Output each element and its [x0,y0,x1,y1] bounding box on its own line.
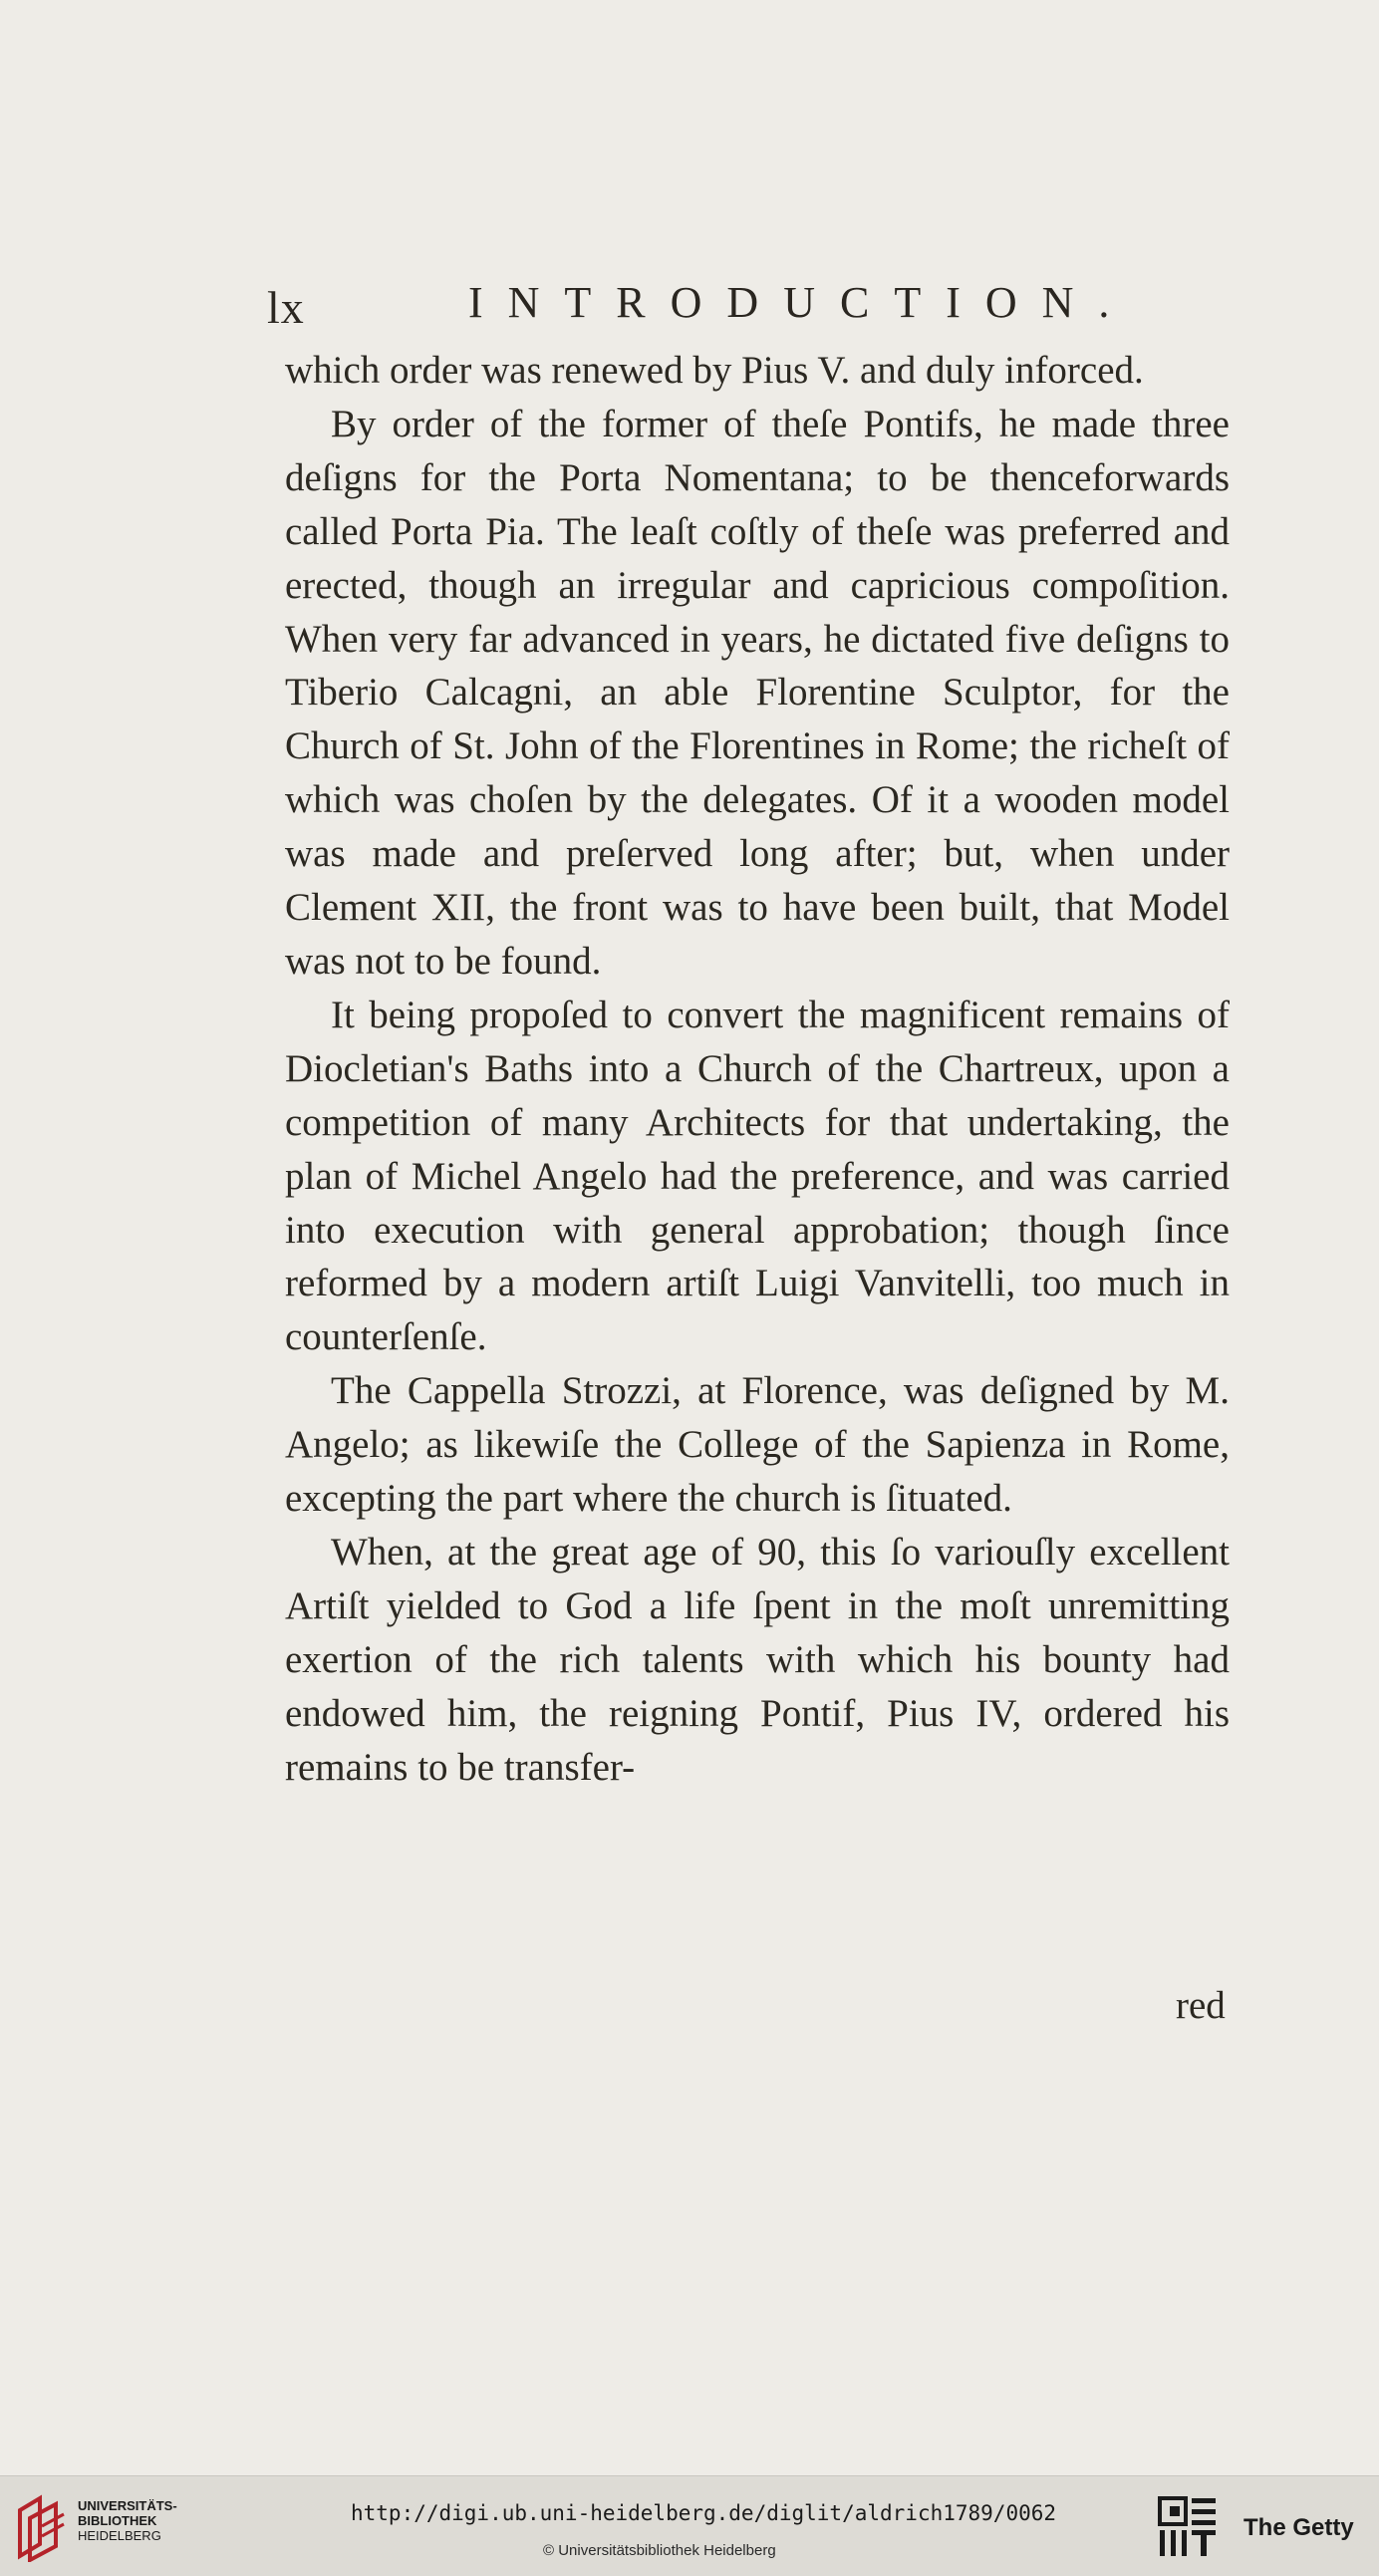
ub-heidelberg-logo-icon [14,2490,70,2562]
paragraph: which order was renewed by Pius V. and duly inforced. [285,349,1144,392]
paragraph: When, at the great age of 90, this ſo variouſly excellent Artiſt yielded to God a life ſpent in the moſt unremitting exertion of the rich talents with which his bounty had endowed him, the reigning Pontif, Pius IV, ordered his remains to be transfer- [285,1530,1230,1789]
permalink-url[interactable]: http://digi.ub.uni-heidelberg.de/diglit/aldrich1789/0062 [351,2501,1057,2525]
paragraph: It being propoſed to convert the magnificent remains of Diocletian's Baths into a Church of the Chartreux, upon a competition of many Architects for that undertaking, the plan of Michel Angelo had the preference, and was carried into execution with general approbation; though ſince reformed by a modern artiſt Luigi Vanvitelli, too much in counterſenſe. [285,993,1230,1359]
catchword: red [1176,1984,1226,2027]
institution-line: BIBLIOTHEK [78,2513,157,2528]
institution-line: HEIDELBERG [78,2528,161,2543]
partner-name: The Getty [1243,2514,1354,2541]
page-number: lx [267,282,305,333]
institution-name [78,2498,177,2543]
paragraph: By order of the former of theſe Pontifs, he made three deſigns for the Porta Nomentana; to be thenceforwards called Porta Pia. The leaſt coſtly of theſe was preferred and erected, though an irregular and capricious compoſition. When very far advanced in years, he dictated five deſigns to Tiberio Calcagni, an able Florentine Sculptor, for the Church of St. John of the Florentines in Rome; the richeſt of which was choſen by the delegates. Of it a wooden model was made and preſerved long after; but, when under Clement XII, the front was to have been built, that Model was not to be found. [285,402,1230,983]
running-head: INTRODUCTION. [468,278,1135,327]
getty-logo-icon [1156,2494,1222,2560]
body-text [285,344,1230,1794]
paragraph: The Cappella Strozzi, at Florence, was deſigned by M. Angelo; as likewiſe the College of the Sapienza in Rome, excepting the part where the church is ſituated. [285,1369,1230,1521]
institution-line: UNIVERSITÄTS- [78,2498,177,2513]
footer-bar [0,2475,1379,2576]
copyright-notice: © Universitätsbibliothek Heidelberg [543,2542,776,2559]
